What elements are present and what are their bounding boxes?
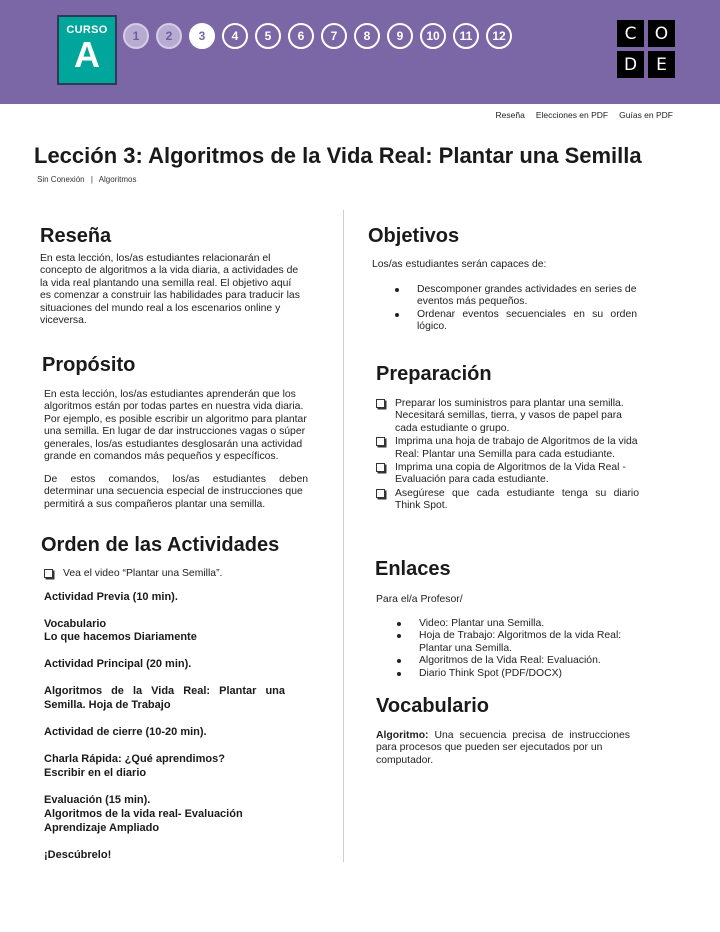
list-item (393, 309, 637, 334)
orden-heading: Orden de las Actividades (41, 534, 280, 556)
algoritmos-item-1: Algoritmos de la Vida Real: Plantar una (44, 685, 285, 697)
link-item[interactable] (395, 668, 639, 680)
text-line: Descomponer grandes actividades en series de (417, 284, 637, 295)
lesson-8-button[interactable]: 8 (354, 23, 380, 49)
diariamente-item: Lo que hacemos Diariamente (44, 631, 197, 643)
proposito-text (44, 389, 308, 463)
tag-topic: Algoritmos (98, 175, 137, 184)
proposito-text-2 (44, 474, 308, 511)
vocabulario-item: Vocabulario (44, 618, 107, 630)
objetivos-heading: Objetivos (368, 225, 460, 247)
text-line: Real: Plantar una Semilla para cada estudiante. (395, 448, 616, 460)
logo-letter: C (617, 20, 644, 47)
text-line: situaciones del mundo real a los escenarios online y (40, 302, 281, 314)
evaluacion-detalle: Algoritmos de la vida real- Evaluación (44, 808, 243, 820)
list-item (376, 436, 639, 461)
enlaces-list (395, 618, 639, 680)
tag-separator: | (90, 175, 93, 184)
text-line: para procesos que pueden ser ejecutados por un (376, 742, 603, 754)
text-line: Algoritmos de la Vida Real: Evaluación. (419, 655, 601, 667)
text-line: cada estudiante o grupo. (395, 422, 510, 434)
text-line: Imprima una copia de Algoritmos de la Vida Real - (395, 462, 626, 474)
video-task: Vea el video “Plantar una Semilla”. (63, 568, 223, 579)
course-badge[interactable] (57, 15, 117, 85)
text-line: es comenzar a construir las habilidades para traducir las (40, 290, 300, 302)
preparacion-checklist (376, 398, 639, 514)
tag-offline: Sin Conexión (37, 175, 85, 184)
descubrelo: ¡Descúbrelo! (44, 849, 112, 861)
enlaces-intro: Para el/a Profesor/ (376, 594, 463, 605)
checkbox[interactable] (376, 489, 385, 498)
lesson-4-button[interactable]: 4 (222, 23, 248, 49)
text-line: eventos más pequeños. (417, 296, 528, 308)
text-line: Evaluación para cada estudiante. (395, 474, 549, 486)
course-label: CURSO (66, 24, 108, 36)
checkbox[interactable] (376, 399, 385, 408)
lesson-12-button[interactable]: 12 (486, 23, 512, 49)
actividad-cierre: Actividad de cierre (10-20 min). (44, 726, 207, 738)
lesson-1-button[interactable]: 1 (123, 23, 149, 49)
link-item[interactable] (395, 655, 639, 667)
vocabulario-text (376, 730, 630, 767)
list-item (376, 488, 639, 513)
header-bar (0, 0, 720, 104)
text-line: permitirá a sus compañeros plantar una semilla. (44, 498, 266, 510)
text-line: Por ejemplo, es posible escribir un algoritmo para plantar (44, 413, 307, 425)
vocab-definition: Una secuencia precisa de instrucciones (434, 730, 630, 741)
lesson-3-button[interactable]: 3 (189, 23, 215, 49)
lesson-tags (37, 175, 136, 184)
objetivos-list (393, 284, 637, 334)
text-line: Hoja de Trabajo: Algoritmos de la vida Real: (419, 630, 622, 642)
list-item (44, 568, 304, 580)
text-line: generales, los/as estudiantes desglosarán una actividad (44, 438, 303, 450)
text-line: lógico. (417, 321, 448, 333)
text-line: Video: Plantar una Semilla. (419, 618, 545, 629)
text-line: Asegúrese que cada estudiante tenga su diario (395, 487, 639, 499)
actividad-principal: Actividad Principal (20 min). (44, 658, 192, 670)
logo-letter: O (648, 20, 675, 47)
escribir-diario: Escribir en el diario (44, 767, 147, 779)
enlaces-heading: Enlaces (375, 558, 451, 580)
top-links (496, 110, 673, 120)
link-item[interactable] (395, 630, 639, 655)
link-resena[interactable]: Reseña (495, 110, 525, 120)
objetivos-intro: Los/as estudiantes serán capaces de: (372, 259, 547, 270)
code-logo[interactable] (617, 20, 675, 78)
text-line: Ordenar eventos secuenciales en su orden (417, 308, 637, 320)
text-line: determinar una secuencia especial de instrucciones que (44, 486, 303, 498)
text-line: viceversa. (40, 315, 87, 327)
text-line: algoritmos están por todas partes en nuestra vida diaria. (44, 401, 304, 413)
page-title: Lección 3: Algoritmos de la Vida Real: Plantar una Semilla (34, 143, 642, 168)
checkbox[interactable] (376, 437, 385, 446)
vocabulario-heading: Vocabulario (376, 695, 489, 717)
lesson-9-button[interactable]: 9 (387, 23, 413, 49)
list-item (376, 398, 639, 435)
algoritmos-item-2: Semilla. Hoja de Trabajo (44, 699, 171, 711)
proposito-heading: Propósito (42, 354, 136, 376)
lesson-7-button[interactable]: 7 (321, 23, 347, 49)
lesson-5-button[interactable]: 5 (255, 23, 281, 49)
link-elecciones-pdf[interactable]: Elecciones en PDF (535, 110, 609, 120)
text-line: Diario Think Spot (PDF/DOCX) (419, 667, 563, 679)
text-line: En esta lección, los/as estudiantes aprenderán que los (44, 389, 296, 400)
lesson-10-button[interactable]: 10 (420, 23, 446, 49)
column-divider (343, 210, 344, 862)
aprendizaje-ampliado: Aprendizaje Ampliado (44, 822, 160, 834)
lesson-6-button[interactable]: 6 (288, 23, 314, 49)
logo-letter: E (648, 51, 675, 78)
checkbox[interactable] (44, 569, 53, 578)
text-line: Imprima una hoja de trabajo de Algoritmos de la vida (395, 436, 638, 448)
lesson-2-button[interactable]: 2 (156, 23, 182, 49)
text-line: Plantar una Semilla. (419, 642, 512, 654)
text-line: De estos comandos, los/as estudiantes deben (44, 474, 308, 485)
text-line (376, 730, 630, 742)
vocab-term: Algoritmo: (376, 730, 429, 741)
orden-checklist (44, 568, 304, 581)
text-line: concepto de algoritmos a la vida diaria, a actividades de (40, 265, 299, 277)
link-item[interactable] (395, 618, 639, 630)
text-line: Think Spot. (395, 500, 448, 512)
list-item (376, 462, 639, 487)
text-line: la vida real plantando una semilla real. El objetivo aquí (40, 277, 292, 289)
text-line: una semilla. En lugar de dar instrucciones vagas o súper (44, 426, 306, 438)
resena-heading: Reseña (40, 225, 112, 247)
preparacion-heading: Preparación (376, 363, 492, 385)
text-line: En esta lección, los/as estudiantes relacionarán el (40, 253, 271, 264)
logo-letter: D (617, 51, 644, 78)
lesson-11-button[interactable]: 11 (453, 23, 479, 49)
course-letter: A (74, 34, 100, 75)
actividad-previa: Actividad Previa (10 min). (44, 591, 178, 603)
link-guias-pdf[interactable]: Guías en PDF (619, 110, 673, 120)
text-line: Preparar los suministros para plantar una semilla. (395, 398, 624, 409)
text-line: computador. (376, 754, 434, 766)
list-item (393, 284, 637, 309)
evaluacion-item: Evaluación (15 min). (44, 794, 151, 806)
text-line: grande en comandos más pequeños y específicos. (44, 451, 279, 463)
checkbox[interactable] (376, 463, 385, 472)
resena-text (40, 253, 306, 327)
charla-rapida: Charla Rápida: ¿Qué aprendimos? (44, 753, 225, 765)
text-line: Necesitará semillas, tierra, y vasos de papel para (395, 410, 622, 422)
lesson-nav (123, 23, 512, 49)
